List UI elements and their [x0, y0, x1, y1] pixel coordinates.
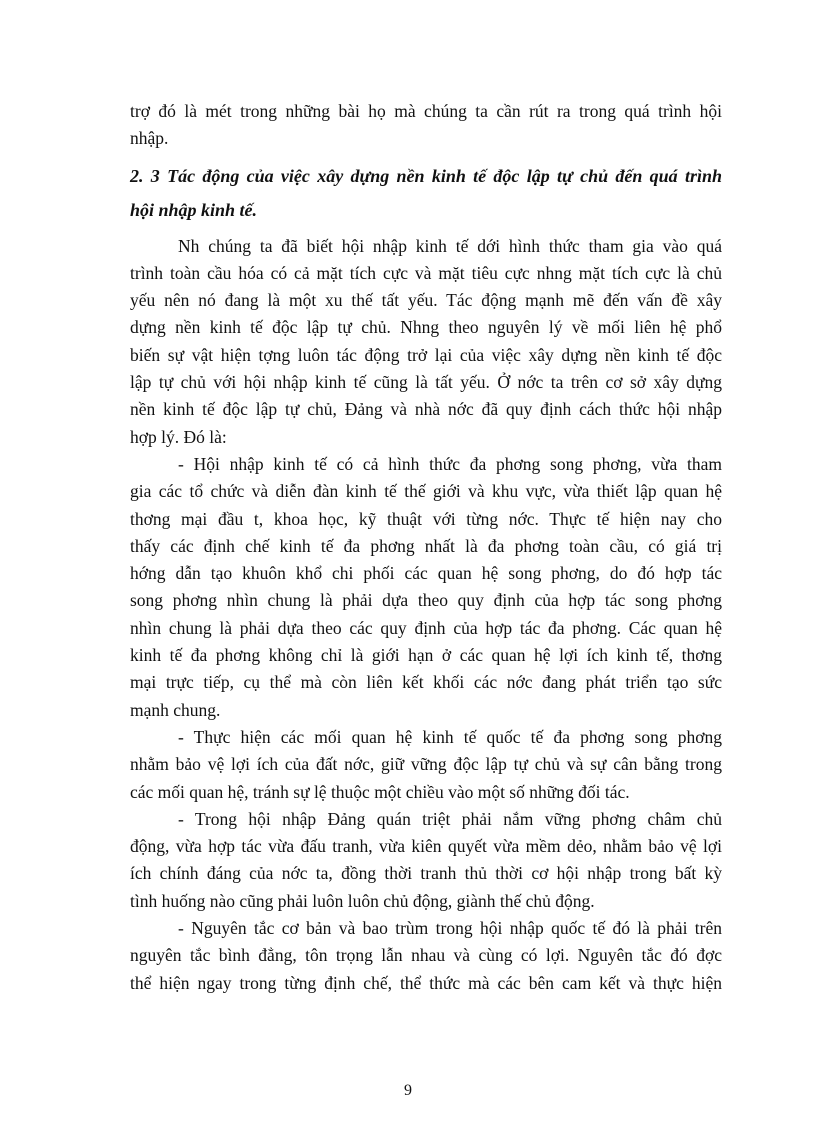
text-line: gia các tổ chức và diễn đàn kinh tế thế giới và khu vực, vừa thiết lập quan hệ: [130, 481, 722, 502]
section-heading-line: hội nhập kinh tế.: [130, 199, 258, 220]
text-line: nhìn chung là phải dựa theo các quy định của hợp tác đa phơng. Các quan hệ: [130, 617, 722, 638]
text-line: nền kinh tế độc lập tự chủ, Đảng và nhà nớc đã quy định cách thức hội nhập: [130, 399, 722, 420]
text-line: biến sự vật hiện tợng luôn tác động trở lại của việc xây dựng nền kinh tế độc: [130, 344, 722, 365]
text-line: thấy các định chế kinh tế đa phơng nhất là đa phơng toàn cầu, có giá trị: [130, 535, 722, 556]
text-line: hớng dẫn tạo khuôn khổ chi phối các quan hệ song phơng, do đó hợp tác: [130, 563, 722, 584]
text-line: mại trực tiếp, cụ thể mà còn liên kết khối các nớc đang phát triển tạo sức: [130, 672, 722, 693]
paragraph-1: [130, 233, 722, 451]
text-line: song phơng nhìn chung là phải dựa theo quy định của hợp tác song phơng: [130, 590, 722, 611]
text-line: ích chính đáng của nớc ta, đồng thời tranh thủ thời cơ hội nhập trong bất kỳ: [130, 863, 722, 884]
text-line: kinh tế đa phơng không chỉ là giới hạn ở các quan hệ lợi ích kinh tế, thơng: [130, 645, 722, 666]
page-number: 9: [404, 1082, 412, 1099]
text-line: tình huống nào cũng phải luôn luôn chủ động, giành thế chủ động.: [130, 890, 595, 911]
paragraph-2: [130, 451, 722, 724]
text-line: nhập.: [130, 128, 169, 149]
text-line: mạnh chung.: [130, 699, 221, 720]
text-line: nhằm bảo vệ lợi ích của đất nớc, giữ vững độc lập tự chủ và sự cân bằng trong: [130, 754, 722, 775]
text-line: - Hội nhập kinh tế có cả hình thức đa phơng song phơng, vừa tham: [178, 453, 722, 474]
paragraph-4: [130, 806, 722, 915]
paragraph-3: [130, 724, 722, 806]
text-line: hợp lý. Đó là:: [130, 426, 227, 447]
text-line: dựng nền kinh tế độc lập tự chủ. Nhng theo nguyên lý về mối liên hệ phổ: [130, 317, 722, 338]
text-line: Nh chúng ta đã biết hội nhập kinh tế dới hình thức tham gia vào quá: [178, 235, 722, 256]
text-line: lập tự chủ với hội nhập kinh tế cũng là tất yếu. Ở nớc ta trên cơ sở xây dựng: [130, 372, 722, 393]
document-page: [130, 98, 722, 997]
text-line: yếu nên nó đang là một xu thế tất yếu. Tác động mạnh mẽ đến vấn đề xây: [130, 290, 722, 311]
section-heading: [130, 159, 722, 227]
section-heading-line: 2. 3 Tác động của việc xây dựng nền kinh tế độc lập tự chủ đến quá trình: [130, 165, 722, 186]
text-line: trình toàn cầu hóa có cả mặt tích cực và mặt tiêu cực nhng mặt tích cực là chủ: [130, 262, 722, 283]
text-line: nguyên tắc bình đẳng, tôn trọng lẫn nhau và cùng có lợi. Nguyên tắc đó đợc: [130, 945, 722, 966]
text-line: trợ đó là mét trong những bài họ mà chúng ta cần rút ra trong quá trình hội: [130, 101, 722, 121]
text-line: - Trong hội nhập Đảng quán triệt phải nắm vững phơng châm chủ: [178, 808, 722, 829]
text-line: động, vừa hợp tác vừa đấu tranh, vừa kiên quyết vừa mềm dẻo, nhằm bảo vệ lợi: [130, 836, 722, 857]
paragraph-5: [130, 915, 722, 997]
text-line: - Nguyên tắc cơ bản và bao trùm trong hội nhập quốc tế đó là phải trên: [178, 918, 722, 939]
text-line: các mối quan hệ, tránh sự lệ thuộc một chiều vào một số những đối tác.: [130, 781, 630, 802]
intro-text: [130, 98, 722, 153]
text-line: - Thực hiện các mối quan hệ kinh tế quốc tế đa phơng song phơng: [178, 726, 722, 747]
text-line: thơng mại đầu t, khoa học, kỹ thuật với từng nớc. Thực tế hiện nay cho: [130, 508, 722, 529]
text-line: thể hiện ngay trong từng định chế, thể thức mà các bên cam kết và thực hiện: [130, 972, 722, 993]
